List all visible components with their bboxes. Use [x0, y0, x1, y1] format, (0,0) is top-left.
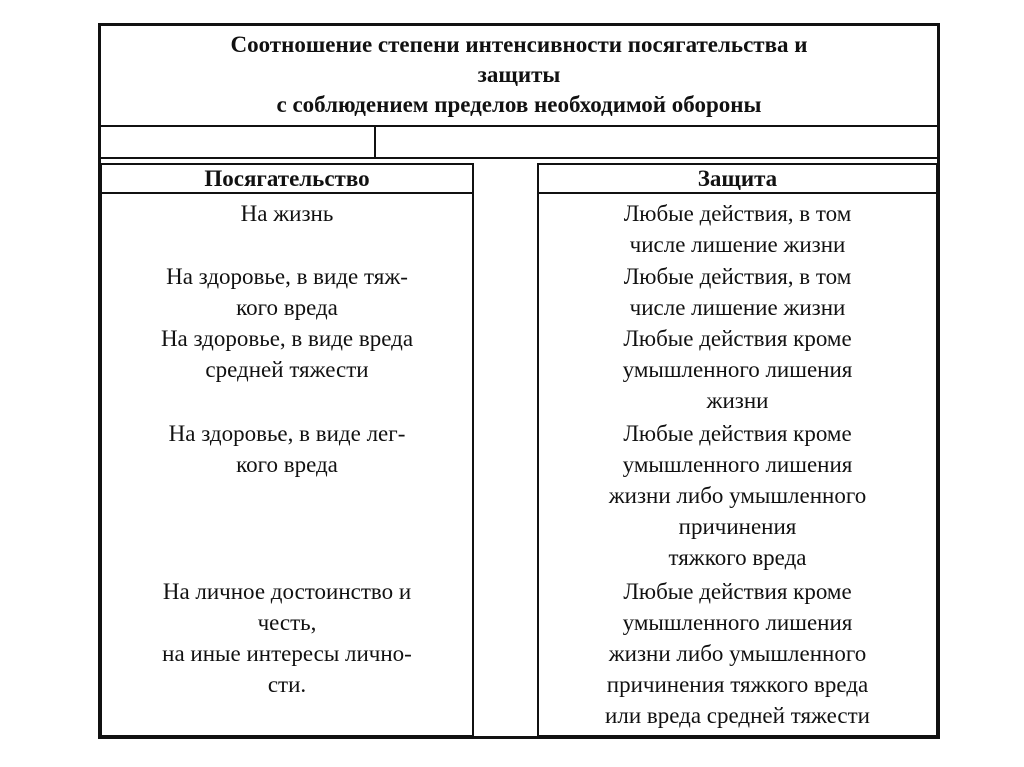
defense-item-line: умышленного лишения	[622, 452, 853, 477]
defense-item-1	[539, 198, 936, 260]
defense-item-3	[539, 323, 936, 416]
connector-horizontal	[100, 157, 938, 159]
column-header-attack-label: Посягательство	[204, 165, 370, 191]
defense-item-line: или вреда средней тяжести	[605, 703, 870, 728]
title-line: с соблюдением пределов необходимой обороны	[276, 92, 762, 117]
defense-item-line: причинения	[678, 514, 797, 539]
attack-item-line: средней тяжести	[205, 357, 369, 382]
defense-item-5	[539, 576, 936, 731]
column-header-attack	[100, 163, 474, 194]
title-line: Соотношение степени интенсивности посягательства и	[230, 32, 808, 57]
defense-item-line: Любые действия кроме	[623, 326, 852, 351]
attack-item-line: на иные интересы лично-	[162, 641, 412, 666]
attack-item-line: честь,	[257, 610, 317, 635]
defense-item-line: умышленного лишения	[622, 610, 853, 635]
defense-item-2	[539, 261, 936, 323]
attack-item-line: сти.	[267, 672, 307, 697]
connector-left-vertical	[374, 127, 376, 159]
defense-item-line: тяжкого вреда	[668, 545, 807, 570]
defense-item-line: умышленного лишения	[622, 357, 853, 382]
attack-item-line: На жизнь	[240, 201, 334, 226]
defense-item-line: Любые действия, в том	[623, 201, 852, 226]
attack-item-line: кого вреда	[236, 295, 338, 320]
defense-item-line: Любые действия кроме	[623, 421, 852, 446]
defense-item-4	[539, 418, 936, 573]
column-body-attack	[100, 192, 474, 737]
defense-item-line: Любые действия, в том	[623, 264, 852, 289]
column-body-defense	[537, 192, 938, 737]
attack-item-life	[102, 198, 472, 229]
defense-item-line: жизни	[706, 388, 769, 413]
attack-item-medium-harm	[102, 323, 472, 385]
attack-item-light-harm	[102, 418, 472, 480]
defense-item-line: жизни либо умышленного	[608, 483, 867, 508]
defense-item-line: Любые действия кроме	[623, 579, 852, 604]
column-header-defense	[537, 163, 938, 194]
column-header-defense-label: Защита	[697, 165, 778, 191]
attack-item-grave-harm	[102, 261, 472, 323]
defense-item-line: жизни либо умышленного	[608, 641, 867, 666]
attack-item-line: На личное достоинство и	[162, 579, 412, 604]
defense-item-line: числе лишение жизни	[629, 295, 846, 320]
attack-item-dignity	[102, 576, 472, 700]
title-line: защиты	[477, 62, 561, 87]
attack-item-line: На здоровье, в виде тяж-	[166, 264, 408, 289]
attack-item-line: кого вреда	[236, 452, 338, 477]
defense-item-line: причинения тяжкого вреда	[606, 672, 869, 697]
diagram-title	[100, 25, 938, 127]
defense-item-line: числе лишение жизни	[629, 232, 846, 257]
attack-item-line: На здоровье, в виде лег-	[168, 421, 406, 446]
attack-item-line: На здоровье, в виде вреда	[160, 326, 414, 351]
